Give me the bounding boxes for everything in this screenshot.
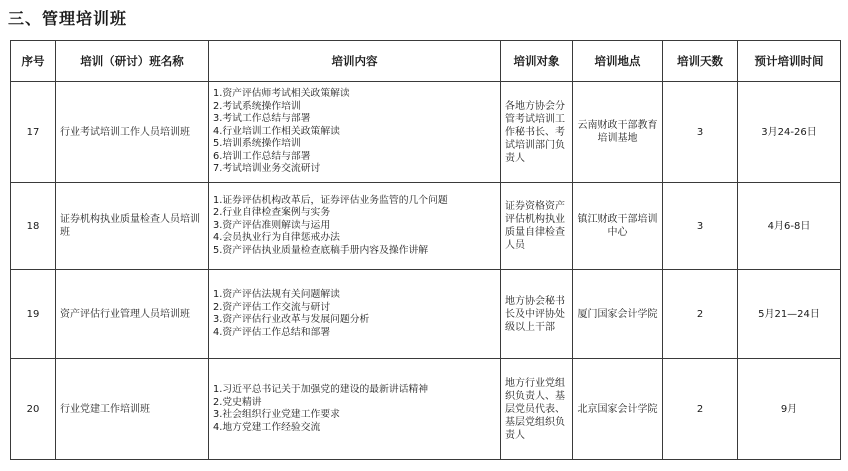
row-no: 19 [11, 270, 56, 359]
row-name: 行业党建工作培训班 [56, 359, 209, 460]
content-item: 4.资产评估工作总结和部署 [213, 326, 331, 338]
content-item: 3.资产评估行业改革与发展问题分析 [213, 314, 370, 325]
row-content [209, 270, 501, 359]
row-content [209, 359, 501, 460]
row-time: 9月 [738, 359, 841, 460]
content-item: 2.考试系统操作培训 [213, 100, 301, 112]
header-time: 预计培训时间 [738, 41, 841, 82]
content-item: 3.资产评估准则解读与运用 [213, 219, 331, 231]
row-location: 云南财政干部教育培训基地 [573, 82, 663, 183]
content-item: 3.考试工作总结与部署 [213, 113, 311, 125]
row-location: 北京国家会计学院 [573, 359, 663, 460]
content-item: 5.资产评估执业质量检查底稿手册内容及操作讲解 [213, 244, 429, 256]
row-name: 行业考试培训工作人员培训班 [56, 82, 209, 183]
table-row [11, 183, 841, 270]
content-item: 1.证券评估机构改革后，证券评估业务监管的几个问题 [213, 194, 448, 206]
row-days: 3 [663, 183, 738, 270]
table-row [11, 359, 841, 460]
row-no: 20 [11, 359, 56, 460]
row-no: 18 [11, 183, 56, 270]
content-item: 2.资产评估工作交流与研讨 [213, 301, 331, 313]
header-name: 培训（研讨）班名称 [56, 41, 209, 82]
row-target: 地方协会秘书长及中评协处级以上干部 [501, 270, 573, 359]
row-days: 2 [663, 270, 738, 359]
row-target: 证券资格资产评估机构执业质量自律检查人员 [501, 183, 573, 270]
content-item: 4.地方党建工作经验交流 [213, 421, 321, 433]
content-item: 2.行业自律检查案例与实务 [213, 207, 331, 219]
content-item: 7.考试培训业务交流研讨 [213, 163, 321, 175]
content-item: 2.党史精讲 [213, 396, 262, 408]
row-time: 4月6-8日 [738, 183, 841, 270]
content-item: 3.社会组织行业党建工作要求 [213, 409, 340, 420]
row-location: 厦门国家会计学院 [573, 270, 663, 359]
content-item: 4.行业培训工作相关政策解读 [213, 125, 340, 137]
header-location: 培训地点 [573, 41, 663, 82]
content-item: 1.资产评估法规有关问题解读 [213, 289, 340, 300]
row-name: 资产评估行业管理人员培训班 [56, 270, 209, 359]
row-days: 2 [663, 359, 738, 460]
content-item: 1.资产评估师考试相关政策解读 [213, 88, 350, 100]
row-no: 17 [11, 82, 56, 183]
header-target: 培训对象 [501, 41, 573, 82]
table-row [11, 82, 841, 183]
row-target: 地方行业党组织负责人、基层党员代表、基层党组织负责人 [501, 359, 573, 460]
content-item: 5.培训系统操作培训 [213, 138, 301, 150]
row-time: 3月24-26日 [738, 82, 841, 183]
header-no: 序号 [11, 41, 56, 82]
content-item: 1.习近平总书记关于加强党的建设的最新讲话精神 [213, 384, 429, 395]
table-row [11, 270, 841, 359]
row-location: 镇江财政干部培训中心 [573, 183, 663, 270]
training-schedule-table [10, 40, 841, 460]
section-title: 三、管理培训班 [8, 9, 128, 28]
row-days: 3 [663, 82, 738, 183]
header-days: 培训天数 [663, 41, 738, 82]
header-content: 培训内容 [209, 41, 501, 82]
row-content [209, 82, 501, 183]
content-item: 4.会员执业行为自律惩戒办法 [213, 232, 340, 244]
row-content [209, 183, 501, 270]
row-time: 5月21—24日 [738, 270, 841, 359]
header-row [11, 41, 841, 82]
content-item: 6.培训工作总结与部署 [213, 150, 311, 162]
row-name: 证券机构执业质量检查人员培训班 [56, 183, 209, 270]
row-target: 各地方协会分管考试培训工作秘书长、考试培训部门负责人 [501, 82, 573, 183]
